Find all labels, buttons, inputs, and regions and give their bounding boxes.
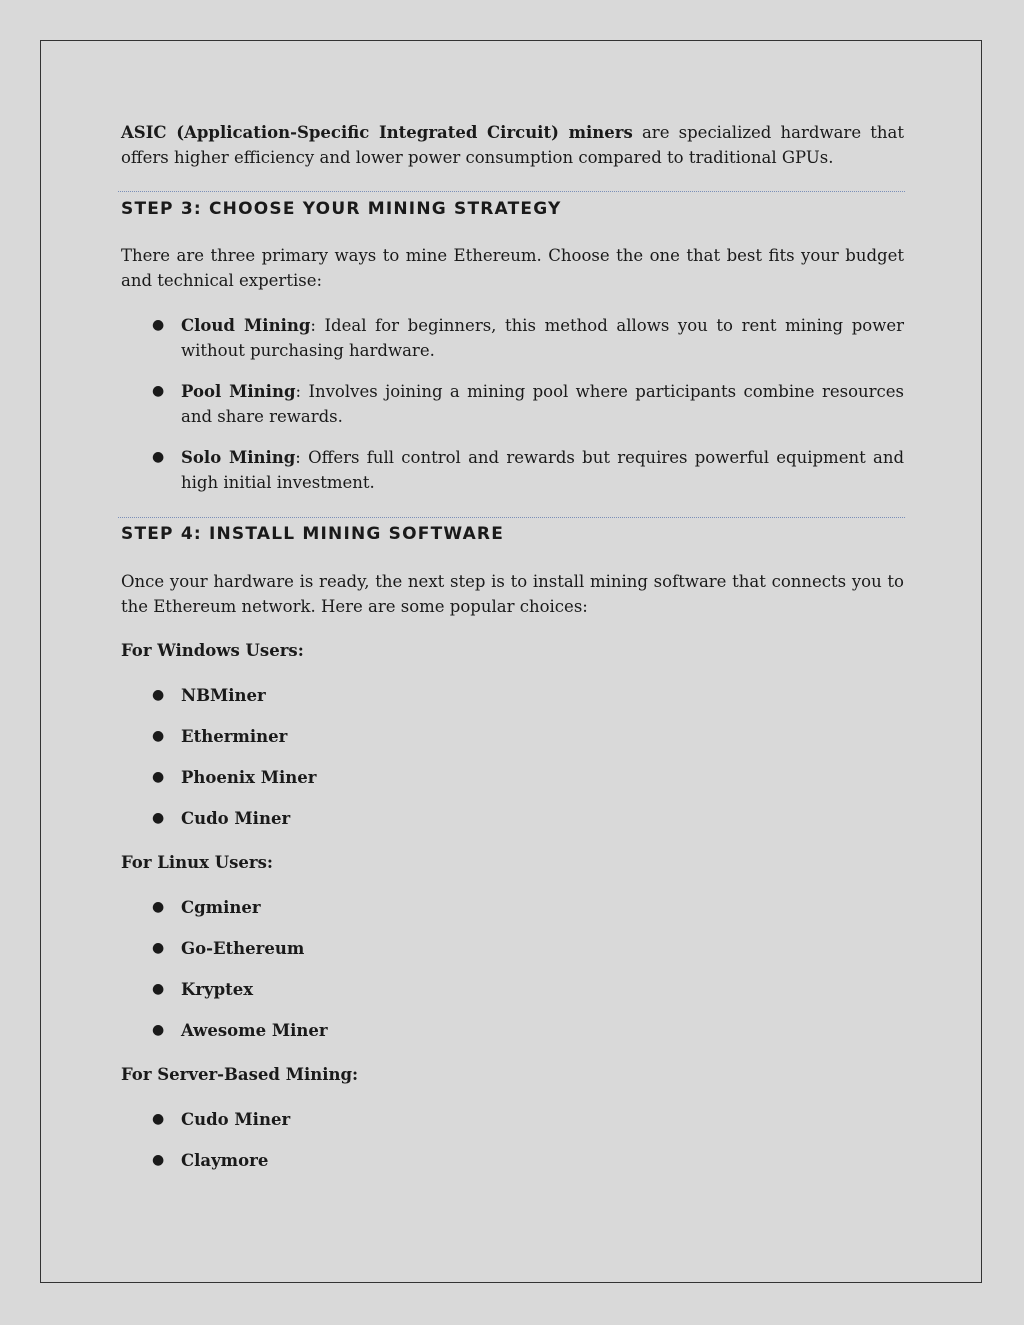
software-name: Cudo Miner [181,1110,291,1129]
intro-paragraph [121,120,904,170]
list-item [121,977,904,1002]
bullet-icon: ● [152,449,165,465]
server-label: For Server-Based Mining: [121,1065,359,1084]
bullet-icon: ● [152,687,165,703]
strategy-term: Pool Mining [181,382,296,401]
list-item [121,313,904,363]
list-item [121,1148,904,1173]
bullet-icon: ● [152,317,165,333]
bullet-icon: ● [152,899,165,915]
step3-paragraph: There are three primary ways to mine Ethereum. Choose the one that best fits your budget and technical expertise: [121,246,904,290]
list-item [121,1018,904,1043]
windows-label: For Windows Users: [121,641,304,660]
software-name: Awesome Miner [181,1021,328,1040]
list-item [121,1107,904,1132]
step3-heading: STEP 3: CHOOSE YOUR MINING STRATEGY [121,199,562,219]
software-name: Cgminer [181,898,261,917]
step4-paragraph: Once your hardware is ready, the next step is to install mining software that connects you to the Ethereum network. Here are some popular choices: [121,572,904,616]
software-name: Phoenix Miner [181,768,317,787]
list-item [121,683,904,708]
list-item [121,895,904,920]
server-software-list [121,1107,904,1173]
section-divider [118,517,905,518]
linux-label: For Linux Users: [121,853,273,872]
strategy-desc: : Offers full control and rewards but requires powerful equipment and high initial investment. [181,448,905,492]
bullet-icon: ● [152,769,165,785]
bullet-icon: ● [152,810,165,826]
bullet-icon: ● [152,383,165,399]
software-name: Cudo Miner [181,809,291,828]
software-name: Go-Ethereum [181,939,305,958]
intro-text: are specialized hardware that offers higher efficiency and lower power consumption compared to traditional GPUs. [121,123,904,167]
bullet-icon: ● [152,1111,165,1127]
intro-bold-term: ASIC (Application-Specific Integrated Circuit) miners [121,123,633,142]
strategy-term: Solo Mining [181,448,296,467]
strategy-desc: : Ideal for beginners, this method allows you to rent mining power without purchasing hardware. [181,316,904,360]
software-name: Claymore [181,1151,269,1170]
list-item [121,936,904,961]
linux-software-list [121,895,904,1043]
section-divider [118,191,905,192]
step4-heading: STEP 4: INSTALL MINING SOFTWARE [121,524,505,544]
software-name: NBMiner [181,686,266,705]
document-page [40,40,982,1283]
list-item [121,724,904,749]
strategy-desc: : Involves joining a mining pool where participants combine resources and share rewards. [181,382,904,426]
software-name: Kryptex [181,980,254,999]
list-item [121,445,904,495]
strategy-term: Cloud Mining [181,316,311,335]
list-item [121,806,904,831]
bullet-icon: ● [152,981,165,997]
list-item [121,765,904,790]
page-content [121,120,904,1173]
strategy-list [121,313,904,495]
software-name: Etherminer [181,727,288,746]
list-item [121,379,904,429]
bullet-icon: ● [152,1022,165,1038]
bullet-icon: ● [152,728,165,744]
bullet-icon: ● [152,940,165,956]
windows-software-list [121,683,904,831]
bullet-icon: ● [152,1152,165,1168]
